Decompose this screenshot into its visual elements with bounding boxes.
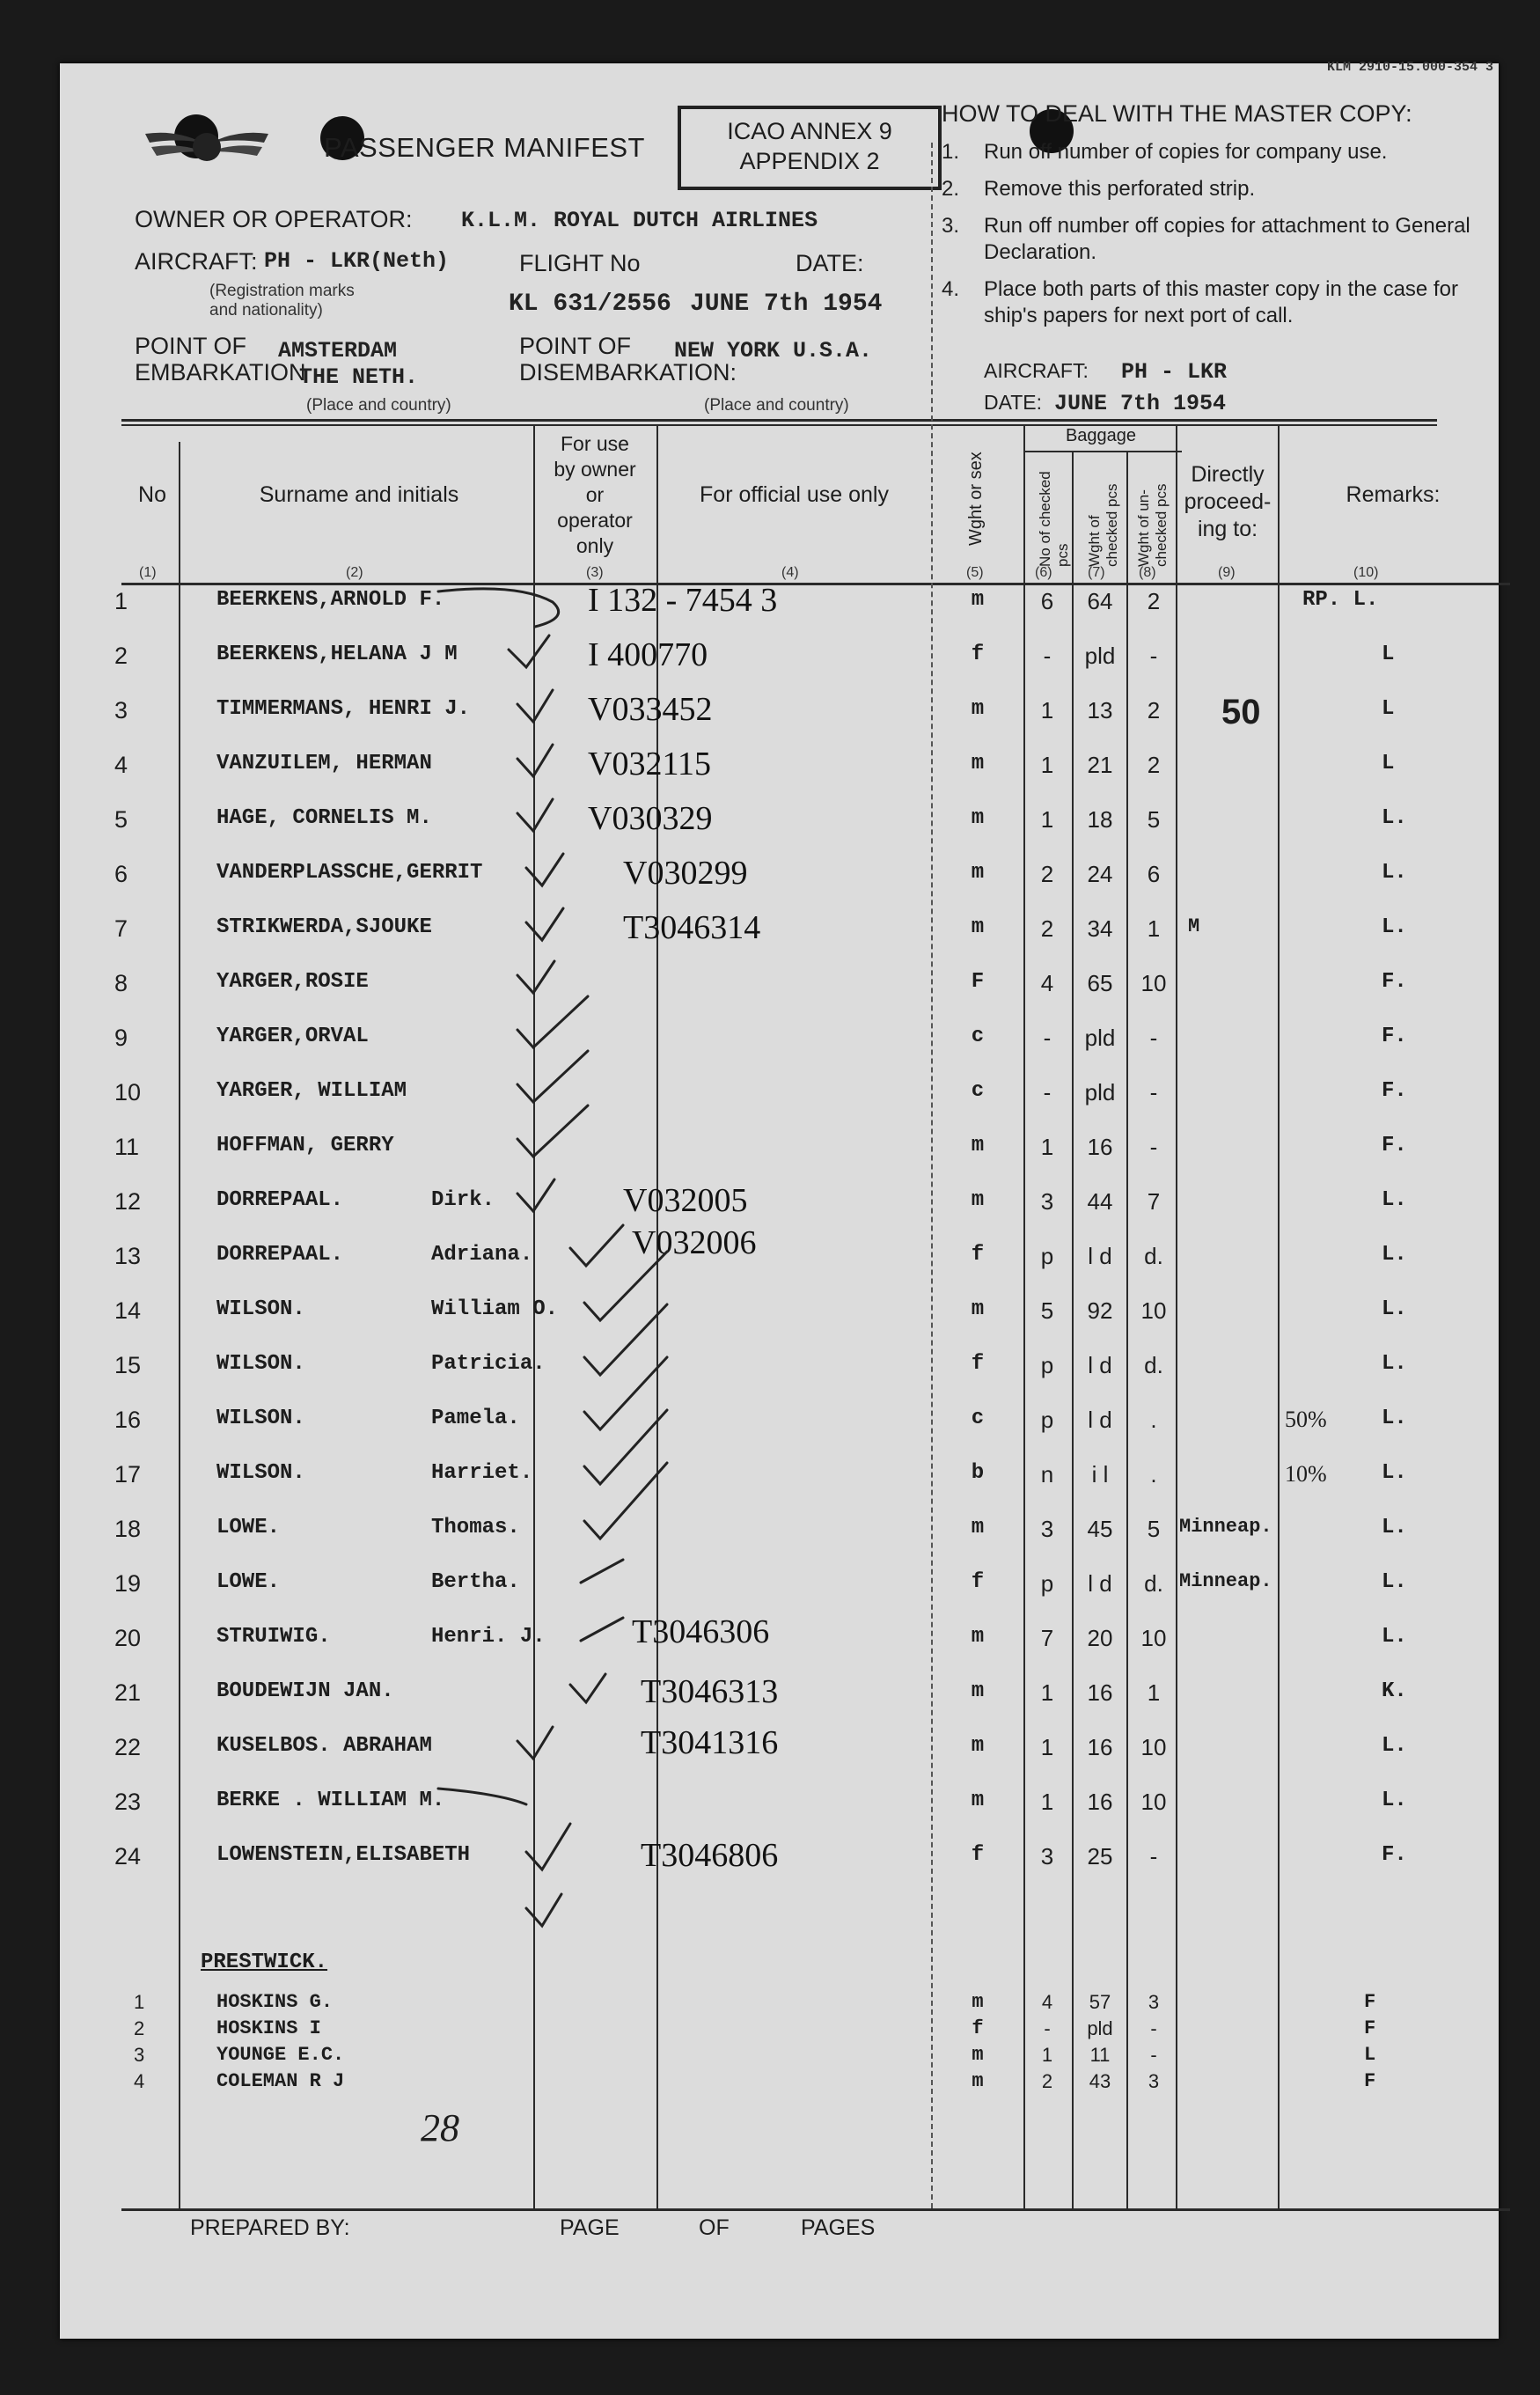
checked-pcs: 4: [1041, 1991, 1053, 2013]
row-number: 9: [114, 1025, 128, 1051]
col-sex-header: Wght or sex: [966, 452, 986, 546]
passport-handwritten: V030299: [623, 855, 748, 892]
form-serial: KLM 2910-15.000-354 3: [1326, 60, 1493, 75]
remarks-code: L: [1382, 752, 1395, 775]
unchecked-weight: -: [1149, 1079, 1158, 1106]
row-number: 12: [114, 1188, 142, 1215]
passport-handwritten: T3046313: [641, 1673, 779, 1710]
prestwick-title: PRESTWICK.: [201, 1951, 328, 1974]
passenger-name: STRUIWIG.: [216, 1625, 331, 1649]
passenger-sex: b: [971, 1461, 985, 1485]
remarks-code: L.: [1382, 915, 1407, 939]
passenger-sex: m: [971, 1134, 985, 1157]
prestwick-row: [60, 2044, 1499, 2068]
passenger-sex: m: [971, 588, 985, 612]
col-number: (8): [1139, 565, 1156, 580]
checked-weight: l d: [1088, 1352, 1112, 1378]
row-number: 2: [114, 643, 128, 669]
passenger-name: WILSON.: [216, 1461, 305, 1485]
col-owner-line: only: [576, 534, 614, 557]
instruction-num: 3.: [942, 214, 960, 238]
aircraft-note: (Registration marks: [209, 282, 355, 300]
remarks-code: L: [1382, 643, 1395, 666]
unchecked-weight: -: [1150, 2017, 1157, 2039]
pages-label: PAGES: [801, 2215, 876, 2240]
remarks-code: L.: [1382, 806, 1407, 830]
remarks-code: L.: [1382, 1188, 1407, 1212]
row-number: 17: [114, 1461, 142, 1488]
passenger-initials: Thomas.: [431, 1516, 520, 1539]
checked-pcs: 4: [1040, 970, 1054, 996]
checked-pcs: 1: [1040, 806, 1054, 833]
passenger-name: COLEMAN R J: [216, 2070, 345, 2092]
checked-pcs: 2: [1040, 861, 1054, 887]
checked-pcs: 5: [1040, 1297, 1054, 1324]
remarks-code: L.: [1382, 1789, 1407, 1812]
prestwick-row: [60, 2017, 1499, 2042]
row-number: 19: [114, 1570, 142, 1597]
unchecked-weight: 2: [1147, 588, 1161, 614]
embarkation-label: POINT OF: [135, 333, 247, 359]
unchecked-weight: 1: [1147, 1679, 1161, 1706]
passport-handwritten: T3041316: [641, 1724, 779, 1761]
checked-pcs: 1: [1040, 752, 1054, 778]
checked-pcs: 3: [1040, 1843, 1054, 1870]
instr-aircraft-value: PH - LKR: [1121, 359, 1228, 385]
row-number: 23: [114, 1789, 142, 1815]
remarks-code: L.: [1382, 1734, 1407, 1758]
passport-handwritten: T3046306: [632, 1613, 770, 1650]
owner-value: K.L.M. ROYAL DUTCH AIRLINES: [461, 208, 818, 233]
instruction-num: 4.: [942, 277, 960, 301]
remarks-code: F.: [1382, 1025, 1407, 1048]
passport-handwritten: I 132 - 7454 3: [588, 582, 778, 619]
checked-weight: 24: [1087, 861, 1113, 887]
unchecked-weight: -: [1149, 643, 1158, 669]
instruction-num: 1.: [942, 140, 960, 164]
passenger-sex: m: [971, 861, 985, 885]
unchecked-weight: .: [1150, 1407, 1157, 1433]
checked-pcs: 7: [1040, 1625, 1054, 1651]
instruction-text: Run off number off copies for attachment to General Declaration.: [984, 214, 1470, 264]
col-name-header: Surname and initials: [259, 482, 459, 507]
col-directly-line: Directly: [1191, 462, 1265, 487]
passenger-name: VANDERPLASSCHE,GERRIT: [216, 861, 483, 885]
row-number: 15: [114, 1352, 142, 1378]
row-number: 24: [114, 1843, 142, 1870]
remarks: L: [1364, 2044, 1376, 2066]
checked-weight: 11: [1089, 2044, 1111, 2066]
checked-pcs: 6: [1040, 588, 1054, 614]
col-owner-line: For use: [561, 432, 629, 455]
embarkation-value: THE NETH.: [299, 364, 419, 390]
unchecked-weight: 10: [1140, 970, 1167, 996]
passenger-name: LOWE.: [216, 1516, 281, 1539]
unchecked-weight: 10: [1140, 1625, 1167, 1651]
passenger-name: DORREPAAL.: [216, 1188, 344, 1212]
passenger-name: BERKE . WILLIAM M.: [216, 1789, 445, 1812]
row-number: 21: [114, 1679, 142, 1706]
col-number: (2): [346, 565, 363, 580]
handwritten-count: 50: [1221, 693, 1261, 731]
remarks: F: [1364, 1991, 1376, 2013]
remarks-code: L.: [1382, 861, 1407, 885]
checked-pcs: 1: [1040, 697, 1054, 724]
instr-aircraft-label: AIRCRAFT:: [984, 359, 1089, 382]
unchecked-weight: 5: [1147, 806, 1161, 833]
checked-weight: 43: [1089, 2070, 1111, 2092]
unchecked-weight: .: [1150, 1461, 1157, 1488]
passenger-initials: Harriet.: [431, 1461, 533, 1485]
passenger-initials: Pamela.: [431, 1407, 520, 1430]
row-number: 22: [114, 1734, 142, 1760]
passenger-name: DORREPAAL.: [216, 1243, 344, 1267]
checked-pcs: 2: [1040, 915, 1054, 942]
remarks-code: F.: [1382, 1843, 1407, 1867]
col-pcs-header: No of checked pcs: [1037, 471, 1071, 567]
passenger-sex: m: [971, 1188, 985, 1212]
checked-pcs: -: [1043, 643, 1052, 669]
checked-pcs: p: [1040, 1243, 1054, 1269]
passenger-sex: f: [971, 1570, 985, 1594]
checked-weight: 92: [1087, 1297, 1113, 1324]
remarks-code: K.: [1382, 1679, 1407, 1703]
checked-weight: pld: [1084, 1025, 1116, 1051]
passenger-sex: m: [971, 915, 985, 939]
unchecked-weight: -: [1150, 2044, 1157, 2066]
embarkation-value: AMSTERDAM: [278, 338, 398, 364]
checked-weight: 16: [1087, 1134, 1113, 1160]
passenger-sex: c: [971, 1025, 985, 1048]
handwritten-mark: 28: [421, 2106, 459, 2149]
checked-pcs: 2: [1041, 2070, 1053, 2092]
passport-handwritten: T3046314: [623, 909, 761, 946]
flight-label: FLIGHT No: [519, 250, 641, 276]
unchecked-weight: 3: [1148, 1991, 1160, 2013]
proceeding-to: M: [1188, 915, 1200, 937]
unchecked-weight: 2: [1147, 697, 1161, 724]
passport-handwritten: T3046806: [641, 1837, 779, 1874]
instr-date-label: DATE:: [984, 391, 1043, 414]
remarks-code: L.: [1382, 1407, 1407, 1430]
remarks-code: RP. L.: [1302, 588, 1379, 612]
checked-weight: l d: [1088, 1243, 1112, 1269]
passenger-sex: f: [971, 1243, 985, 1267]
col-remarks-header: Remarks:: [1346, 482, 1441, 507]
passenger-name: BEERKENS,HELANA J M: [216, 643, 458, 666]
instr-date-value: JUNE 7th 1954: [1054, 391, 1227, 416]
passenger-sex: m: [971, 1734, 985, 1758]
row-number: 4: [134, 2070, 145, 2092]
passenger-name: LOWENSTEIN,ELISABETH: [216, 1843, 471, 1867]
proceeding-to: Minneap.: [1179, 1516, 1272, 1538]
checked-pcs: 1: [1040, 1134, 1054, 1160]
instruction-num: 2.: [942, 177, 960, 201]
row-number: 10: [114, 1079, 142, 1106]
passenger-sex: f: [972, 2017, 984, 2039]
col-number: (3): [586, 565, 604, 580]
col-official-header: For official use only: [700, 482, 889, 507]
row-number: 1: [114, 588, 128, 614]
unchecked-weight: 10: [1140, 1297, 1167, 1324]
row-number: 5: [114, 806, 128, 833]
checked-weight: i l: [1091, 1461, 1109, 1488]
passenger-sex: f: [971, 643, 985, 666]
row-number: 11: [114, 1134, 140, 1160]
passenger-sex: m: [971, 1297, 985, 1321]
manifest-page: [60, 60, 1499, 2339]
checked-pcs: p: [1040, 1352, 1054, 1378]
col-owner-line: operator: [557, 509, 633, 532]
passport-handwritten: V032005: [623, 1182, 748, 1219]
checked-pcs: -: [1043, 1079, 1052, 1106]
checked-weight: 20: [1087, 1625, 1113, 1651]
row-number: 7: [114, 915, 128, 942]
remarks-code: F.: [1382, 1134, 1407, 1157]
checked-weight: l d: [1088, 1570, 1112, 1597]
passenger-name: TIMMERMANS, HENRI J.: [216, 697, 471, 721]
embarkation-label: EMBARKATION: [135, 359, 306, 386]
row-number: 20: [114, 1625, 142, 1651]
checked-weight: 64: [1087, 588, 1113, 614]
passenger-initials: Dirk.: [431, 1188, 495, 1212]
row-number: 2: [134, 2017, 145, 2039]
unchecked-weight: d.: [1144, 1243, 1163, 1269]
unchecked-weight: -: [1149, 1843, 1158, 1870]
remarks: F: [1364, 2017, 1376, 2039]
prestwick-row: [60, 1991, 1499, 2016]
passport-handwritten: I 400770: [588, 636, 708, 673]
checked-weight: 57: [1089, 1991, 1111, 2013]
passport-handwritten: V032115: [588, 746, 712, 782]
unchecked-weight: -: [1149, 1025, 1158, 1051]
row-number: 6: [114, 861, 128, 887]
remarks: F: [1364, 2070, 1376, 2092]
checked-pcs: n: [1040, 1461, 1054, 1488]
aircraft-label: AIRCRAFT:: [135, 248, 258, 275]
passenger-initials: William O.: [431, 1297, 559, 1321]
passenger-name: VANZUILEM, HERMAN: [216, 752, 432, 775]
checked-pcs: p: [1040, 1407, 1054, 1433]
col-wgt-header: Wght of checked pcs: [1086, 483, 1120, 567]
remarks-percent: 50%: [1285, 1407, 1327, 1432]
passenger-name: YARGER,ROSIE: [216, 970, 369, 994]
checked-weight: 16: [1087, 1734, 1113, 1760]
instruction-text: Run off number of copies for company use.: [984, 140, 1388, 164]
passenger-name: LOWE.: [216, 1570, 281, 1594]
col-number: (4): [781, 565, 799, 580]
passenger-name: WILSON.: [216, 1297, 305, 1321]
passenger-sex: m: [971, 1679, 985, 1703]
remarks-code: L.: [1382, 1570, 1407, 1594]
aircraft-value: PH - LKR(Neth): [264, 248, 450, 274]
unchecked-weight: 2: [1147, 752, 1161, 778]
passenger-sex: m: [971, 1516, 985, 1539]
remarks-code: F.: [1382, 1079, 1407, 1103]
embarkation-note: (Place and country): [306, 396, 451, 415]
remarks-code: L.: [1382, 1516, 1407, 1539]
passenger-sex: m: [971, 752, 985, 775]
remarks-code: L.: [1382, 1461, 1407, 1485]
instructions-title: HOW TO DEAL WITH THE MASTER COPY:: [942, 100, 1412, 127]
passenger-name: HOSKINS G.: [216, 1991, 334, 2013]
unchecked-weight: 10: [1140, 1789, 1167, 1815]
date-value: JUNE 7th 1954: [690, 290, 883, 318]
passenger-name: YOUNGE E.C.: [216, 2044, 345, 2066]
col-number: (10): [1353, 565, 1379, 580]
checked-pcs: -: [1044, 2017, 1051, 2039]
checked-weight: 18: [1087, 806, 1113, 833]
checked-weight: 34: [1087, 915, 1113, 942]
checked-weight: l d: [1088, 1407, 1112, 1433]
row-number: 13: [114, 1243, 142, 1269]
col-owner-line: or: [585, 483, 605, 506]
checked-weight: 16: [1087, 1789, 1113, 1815]
col-number: (9): [1218, 565, 1236, 580]
passenger-name: BEERKENS,ARNOLD F.: [216, 588, 445, 612]
row-number: 16: [114, 1407, 142, 1433]
checked-weight: pld: [1087, 2017, 1113, 2039]
col-baggage-header: Baggage: [1065, 426, 1137, 445]
passport-handwritten: V030329: [588, 800, 713, 837]
prestwick-row: [60, 2070, 1499, 2095]
checked-weight: 21: [1087, 752, 1113, 778]
col-directly-line: proceed-: [1184, 489, 1272, 514]
passenger-name: HOFFMAN, GERRY: [216, 1134, 394, 1157]
disembarkation-value: NEW YORK U.S.A.: [674, 338, 873, 364]
passenger-name: BOUDEWIJN JAN.: [216, 1679, 394, 1703]
icao-line: APPENDIX 2: [739, 148, 880, 174]
passenger-sex: m: [972, 2044, 984, 2066]
row-number: 18: [114, 1516, 142, 1542]
checked-pcs: 1: [1040, 1734, 1054, 1760]
row-number: 3: [114, 697, 128, 724]
unchecked-weight: 1: [1147, 915, 1161, 942]
passenger-name: KUSELBOS. ABRAHAM: [216, 1734, 432, 1758]
passenger-name: WILSON.: [216, 1352, 305, 1376]
passenger-sex: m: [972, 2070, 984, 2092]
col-owner-line: by owner: [554, 458, 636, 481]
col-no-header: No: [138, 482, 166, 507]
row-number: 3: [134, 2044, 145, 2066]
row-number: 8: [114, 970, 128, 996]
checked-weight: 16: [1087, 1679, 1113, 1706]
prepared-by-label: PREPARED BY:: [190, 2215, 350, 2240]
col-number: (6): [1035, 565, 1052, 580]
checked-pcs: 1: [1041, 2044, 1053, 2066]
row-number: 14: [114, 1297, 142, 1324]
checked-weight: pld: [1084, 643, 1116, 669]
unchecked-weight: -: [1149, 1134, 1158, 1160]
col-directly-line: ing to:: [1197, 517, 1258, 541]
instruction-text: Place both parts of this master copy in the case for ship's papers for next port of call.: [984, 277, 1458, 327]
page-label: PAGE: [560, 2215, 620, 2240]
passenger-sex: F: [971, 970, 985, 994]
unchecked-weight: 3: [1148, 2070, 1160, 2092]
checked-pcs: 3: [1040, 1188, 1054, 1215]
checked-weight: 44: [1087, 1188, 1113, 1215]
remarks-percent: 10%: [1285, 1461, 1327, 1487]
passenger-sex: m: [971, 1625, 985, 1649]
checked-pcs: 3: [1040, 1516, 1054, 1542]
unchecked-weight: d.: [1144, 1352, 1163, 1378]
date-label: DATE:: [796, 250, 864, 276]
passport-handwritten: V033452: [588, 691, 713, 728]
passenger-initials: Patricia.: [431, 1352, 546, 1376]
passenger-name: YARGER,ORVAL: [216, 1025, 369, 1048]
disembarkation-note: (Place and country): [704, 396, 849, 415]
row-number: 1: [134, 1991, 145, 2013]
passport-handwritten: V032006: [632, 1224, 757, 1261]
passenger-initials: Bertha.: [431, 1570, 520, 1594]
passenger-name: HAGE, CORNELIS M.: [216, 806, 432, 830]
disembarkation-label: DISEMBARKATION:: [519, 359, 737, 386]
checked-pcs: p: [1040, 1570, 1054, 1597]
disembarkation-label: POINT OF: [519, 333, 632, 359]
col-number: (1): [139, 565, 157, 580]
passenger-name: YARGER, WILLIAM: [216, 1079, 407, 1103]
form-title: PASSENGER MANIFEST: [324, 132, 645, 163]
checked-pcs: -: [1043, 1025, 1052, 1051]
passenger-sex: c: [971, 1079, 985, 1103]
remarks-code: L.: [1382, 1625, 1407, 1649]
row-number: 4: [114, 752, 128, 778]
checked-weight: 13: [1087, 697, 1113, 724]
passenger-initials: Adriana.: [431, 1243, 533, 1267]
passenger-name: WILSON.: [216, 1407, 305, 1430]
unchecked-weight: 10: [1140, 1734, 1167, 1760]
remarks-code: F.: [1382, 970, 1407, 994]
checked-weight: pld: [1084, 1079, 1116, 1106]
instruction-text: Remove this perforated strip.: [984, 177, 1256, 201]
passenger-sex: m: [971, 697, 985, 721]
checked-pcs: 1: [1040, 1789, 1054, 1815]
checked-pcs: 1: [1040, 1679, 1054, 1706]
passenger-name: HOSKINS I: [216, 2017, 321, 2039]
remarks-code: L.: [1382, 1352, 1407, 1376]
unchecked-weight: 6: [1147, 861, 1161, 887]
checked-weight: 45: [1087, 1516, 1113, 1542]
passenger-sex: c: [971, 1407, 985, 1430]
unchecked-weight: 5: [1147, 1516, 1161, 1542]
unchecked-weight: 7: [1147, 1188, 1161, 1215]
passenger-sex: f: [971, 1843, 985, 1867]
unchecked-weight: d.: [1144, 1570, 1163, 1597]
remarks-code: L.: [1382, 1297, 1407, 1321]
aircraft-note: and nationality): [209, 301, 323, 320]
passenger-name: STRIKWERDA,SJOUKE: [216, 915, 432, 939]
remarks-code: L: [1382, 697, 1395, 721]
proceeding-to: Minneap.: [1179, 1570, 1272, 1592]
passenger-sex: m: [971, 1789, 985, 1812]
passenger-initials: Henri. J.: [431, 1625, 546, 1649]
passenger-sex: f: [971, 1352, 985, 1376]
col-number: (5): [966, 565, 984, 580]
checked-weight: 65: [1087, 970, 1113, 996]
owner-label: OWNER OR OPERATOR:: [135, 206, 413, 232]
flight-value: KL 631/2556: [509, 290, 671, 318]
checked-weight: 25: [1087, 1843, 1113, 1870]
remarks-code: L.: [1382, 1243, 1407, 1267]
of-label: OF: [699, 2215, 730, 2240]
col-unchecked-header: Wght of un-checked pcs: [1135, 483, 1170, 567]
passenger-sex: m: [971, 806, 985, 830]
col-number: (7): [1088, 565, 1105, 580]
passenger-sex: m: [972, 1991, 984, 2013]
icao-line: ICAO ANNEX 9: [727, 118, 892, 144]
